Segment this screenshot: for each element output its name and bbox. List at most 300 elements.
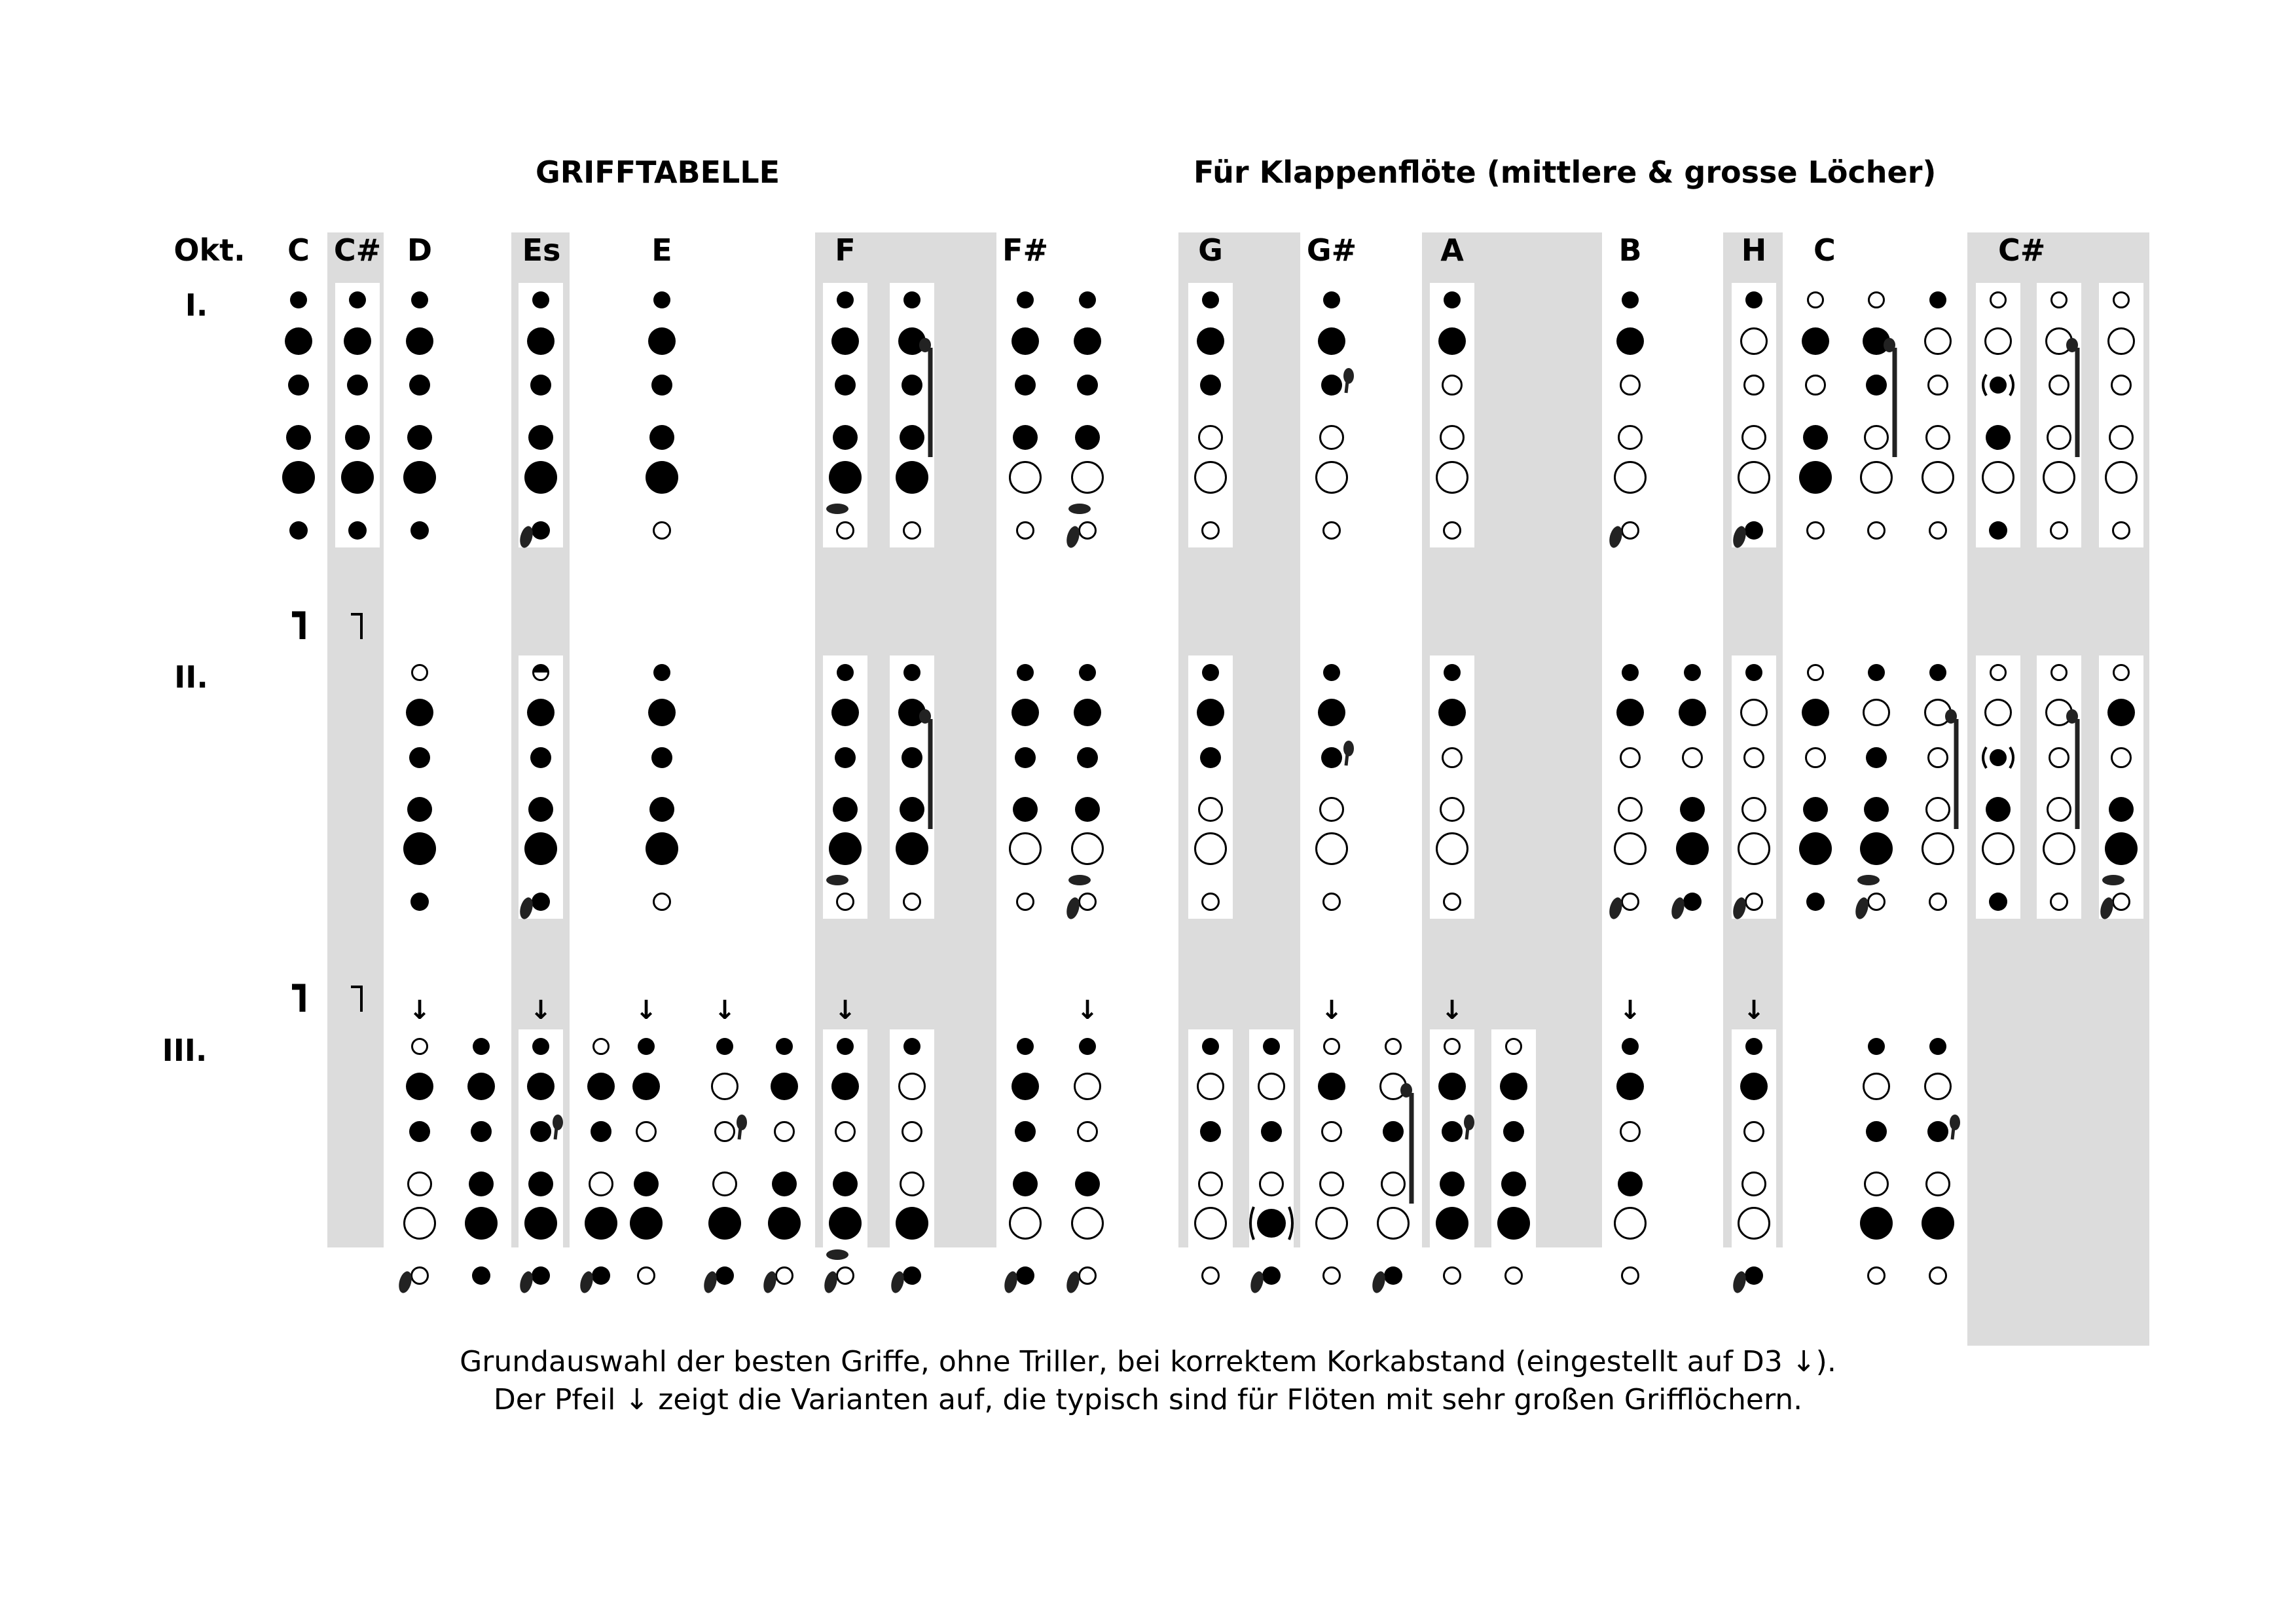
closed-hole-icon bbox=[1989, 893, 2007, 911]
open-hole-icon bbox=[405, 1208, 435, 1239]
closed-hole-icon bbox=[1680, 797, 1705, 822]
fingering-strip bbox=[1732, 655, 1776, 919]
bracket-key-icon bbox=[292, 614, 302, 639]
open-hole-icon bbox=[1927, 426, 1950, 449]
open-hole-icon bbox=[1808, 293, 1823, 308]
closed-hole-icon bbox=[532, 1266, 550, 1285]
note-label-7: G bbox=[1198, 232, 1223, 268]
open-hole-icon bbox=[1927, 1173, 1950, 1196]
note-label-9: A bbox=[1440, 232, 1464, 268]
lever-key-icon bbox=[1068, 875, 1091, 885]
closed-hole-icon bbox=[896, 1207, 928, 1240]
closed-hole-icon bbox=[835, 375, 856, 396]
closed-hole-icon bbox=[1017, 1038, 1034, 1055]
closed-hole-icon bbox=[649, 797, 674, 822]
open-hole-icon bbox=[2050, 376, 2069, 395]
closed-hole-icon bbox=[530, 747, 551, 768]
closed-hole-icon bbox=[1013, 425, 1038, 450]
closed-hole-icon bbox=[831, 327, 859, 355]
open-hole-icon bbox=[2114, 293, 2129, 308]
open-hole-icon bbox=[654, 523, 670, 539]
open-hole-icon bbox=[1923, 462, 1954, 493]
open-hole-icon bbox=[904, 894, 920, 910]
closed-hole-icon bbox=[285, 327, 312, 355]
closed-hole-icon bbox=[653, 664, 670, 681]
open-hole-icon bbox=[1324, 1039, 1339, 1054]
closed-hole-icon bbox=[528, 425, 553, 450]
closed-hole-icon bbox=[776, 1038, 793, 1055]
open-hole-icon bbox=[2112, 376, 2131, 395]
closed-hole-icon bbox=[833, 425, 858, 450]
note-label-13: C# bbox=[1998, 232, 2046, 268]
closed-hole-icon bbox=[1860, 832, 1893, 865]
fingering-strip bbox=[1430, 655, 1474, 919]
closed-hole-icon bbox=[651, 375, 672, 396]
variant-arrow-icon: ↓ bbox=[714, 995, 736, 1025]
closed-hole-icon bbox=[1077, 747, 1098, 768]
fingering-strip bbox=[519, 655, 563, 919]
closed-hole-icon bbox=[837, 664, 854, 681]
open-hole-icon bbox=[1619, 798, 1642, 821]
open-hole-icon bbox=[2051, 523, 2068, 539]
chart-title: GRIFFTABELLE bbox=[536, 155, 780, 190]
bracketed-hole-icon bbox=[1257, 1209, 1286, 1238]
open-hole-icon bbox=[1621, 748, 1640, 767]
closed-hole-icon bbox=[1444, 291, 1461, 308]
open-hole-icon bbox=[1622, 523, 1639, 539]
closed-hole-icon bbox=[648, 699, 676, 726]
closed-hole-icon bbox=[1436, 1207, 1468, 1240]
open-hole-icon bbox=[637, 1122, 656, 1141]
closed-hole-icon bbox=[465, 1207, 498, 1240]
closed-hole-icon bbox=[1806, 893, 1825, 911]
closed-hole-icon bbox=[1200, 747, 1221, 768]
closed-hole-icon bbox=[1074, 699, 1101, 726]
closed-hole-icon bbox=[1197, 699, 1224, 726]
closed-hole-icon bbox=[1079, 1038, 1096, 1055]
closed-hole-icon bbox=[290, 291, 307, 308]
open-hole-icon bbox=[2048, 798, 2071, 821]
open-hole-icon bbox=[1203, 1268, 1219, 1284]
closed-hole-icon bbox=[833, 1172, 858, 1196]
closed-hole-icon bbox=[829, 461, 862, 494]
fingering-strip bbox=[1430, 283, 1474, 547]
closed-hole-icon bbox=[1929, 1038, 1946, 1055]
open-hole-icon bbox=[1745, 1122, 1764, 1141]
open-hole-icon bbox=[1619, 426, 1642, 449]
open-hole-icon bbox=[1010, 834, 1041, 864]
closed-hole-icon bbox=[1442, 1121, 1463, 1142]
open-hole-icon bbox=[1203, 523, 1219, 539]
bracketed-hole-icon bbox=[1990, 749, 2007, 766]
closed-hole-icon bbox=[587, 1073, 615, 1100]
open-hole-icon bbox=[1741, 700, 1767, 726]
closed-hole-icon bbox=[2105, 832, 2138, 865]
closed-hole-icon bbox=[591, 1121, 611, 1142]
open-hole-icon bbox=[1930, 1268, 1946, 1284]
closed-hole-icon bbox=[1986, 797, 2011, 822]
note-label-1: C# bbox=[333, 232, 382, 268]
open-hole-icon bbox=[1444, 894, 1461, 910]
open-hole-icon bbox=[409, 1173, 431, 1196]
open-hole-icon bbox=[1080, 523, 1096, 539]
open-hole-icon bbox=[903, 1122, 922, 1141]
closed-hole-icon bbox=[1799, 832, 1832, 865]
open-hole-icon bbox=[1991, 293, 2006, 308]
closed-hole-icon bbox=[902, 375, 922, 396]
long-key-head bbox=[919, 338, 931, 352]
open-hole-icon bbox=[1506, 1268, 1522, 1284]
open-hole-icon bbox=[1622, 894, 1639, 910]
closed-hole-icon bbox=[1616, 699, 1644, 726]
open-hole-icon bbox=[1324, 523, 1340, 539]
open-hole-icon bbox=[2106, 462, 2137, 493]
open-hole-icon bbox=[2113, 894, 2130, 910]
open-hole-icon bbox=[594, 1039, 609, 1054]
fingering-strip bbox=[890, 1029, 934, 1293]
open-hole-icon bbox=[1072, 462, 1103, 493]
closed-hole-icon bbox=[1438, 1073, 1466, 1100]
closed-hole-icon bbox=[1802, 327, 1829, 355]
closed-hole-icon bbox=[1684, 664, 1701, 681]
closed-hole-icon bbox=[345, 425, 370, 450]
closed-hole-icon bbox=[829, 832, 862, 865]
closed-hole-icon bbox=[1318, 327, 1345, 355]
open-hole-icon bbox=[1865, 426, 1888, 449]
closed-hole-icon bbox=[1503, 1121, 1524, 1142]
open-hole-icon bbox=[1080, 894, 1096, 910]
note-label-11: H bbox=[1741, 232, 1767, 268]
closed-hole-icon bbox=[407, 797, 432, 822]
closed-hole-icon bbox=[648, 327, 676, 355]
closed-hole-icon bbox=[1013, 1172, 1038, 1196]
closed-hole-icon bbox=[410, 521, 429, 540]
open-hole-icon bbox=[1195, 834, 1226, 864]
closed-hole-icon bbox=[1868, 664, 1885, 681]
open-hole-icon bbox=[1078, 1122, 1097, 1141]
open-hole-icon bbox=[1444, 523, 1461, 539]
closed-hole-icon bbox=[837, 1038, 854, 1055]
closed-hole-icon bbox=[1745, 1038, 1762, 1055]
fingering-strip bbox=[1732, 283, 1776, 547]
caption-line-2: Der Pfeil ↓ zeigt die Varianten auf, die typisch sind für Flöten mit sehr großen Grifflöchern. bbox=[493, 1383, 1803, 1416]
closed-hole-icon bbox=[1200, 375, 1221, 396]
closed-hole-icon bbox=[1622, 664, 1639, 681]
closed-hole-icon bbox=[527, 1073, 555, 1100]
closed-hole-icon bbox=[630, 1207, 663, 1240]
closed-hole-icon bbox=[771, 1073, 798, 1100]
closed-hole-icon bbox=[1864, 797, 1889, 822]
variant-arrow-icon: ↓ bbox=[530, 995, 552, 1025]
closed-hole-icon bbox=[1803, 425, 1828, 450]
closed-hole-icon bbox=[524, 1207, 557, 1240]
closed-hole-icon bbox=[1262, 1266, 1281, 1285]
open-hole-icon bbox=[1199, 426, 1222, 449]
open-hole-icon bbox=[1864, 700, 1889, 726]
open-hole-icon bbox=[1746, 894, 1762, 910]
closed-hole-icon bbox=[831, 1073, 859, 1100]
open-hole-icon bbox=[412, 1039, 428, 1054]
open-hole-icon bbox=[1443, 748, 1462, 767]
fingering-strip bbox=[2037, 283, 2081, 547]
long-key-head bbox=[1884, 338, 1895, 352]
closed-hole-icon bbox=[1261, 1121, 1282, 1142]
open-hole-icon bbox=[1743, 798, 1766, 821]
open-hole-icon bbox=[2110, 426, 2133, 449]
open-hole-icon bbox=[1927, 798, 1950, 821]
open-hole-icon bbox=[1615, 462, 1646, 493]
open-hole-icon bbox=[2050, 748, 2069, 767]
octave-header: Okt. bbox=[173, 232, 246, 268]
closed-hole-icon bbox=[903, 291, 920, 308]
open-hole-icon bbox=[1986, 700, 2011, 726]
open-hole-icon bbox=[412, 1268, 428, 1284]
small-key-stem bbox=[1346, 381, 1347, 393]
open-hole-icon bbox=[1986, 329, 2011, 354]
variant-arrow-icon: ↓ bbox=[1619, 995, 1641, 1025]
closed-hole-icon bbox=[1986, 425, 2011, 450]
open-hole-icon bbox=[1445, 1039, 1460, 1054]
closed-hole-icon bbox=[1015, 747, 1036, 768]
closed-hole-icon bbox=[1383, 1121, 1404, 1142]
closed-hole-icon bbox=[349, 291, 366, 308]
closed-hole-icon bbox=[1622, 1038, 1639, 1055]
variant-arrow-icon: ↓ bbox=[1076, 995, 1099, 1025]
small-key-stem bbox=[1346, 754, 1347, 766]
open-hole-icon bbox=[1199, 1173, 1222, 1196]
open-hole-icon bbox=[1259, 1074, 1285, 1099]
closed-hole-icon bbox=[646, 461, 678, 494]
open-hole-icon bbox=[1324, 1268, 1340, 1284]
closed-hole-icon bbox=[1868, 1038, 1885, 1055]
open-hole-icon bbox=[904, 523, 920, 539]
fingering-strip bbox=[1491, 1029, 1536, 1293]
open-hole-icon bbox=[1203, 894, 1219, 910]
closed-hole-icon bbox=[472, 1266, 490, 1285]
closed-hole-icon bbox=[532, 893, 550, 911]
closed-hole-icon bbox=[1384, 1266, 1402, 1285]
open-hole-icon bbox=[2044, 834, 2075, 864]
open-hole-icon bbox=[1017, 523, 1034, 539]
closed-hole-icon bbox=[532, 291, 549, 308]
lever-key-icon bbox=[2102, 875, 2124, 885]
open-hole-icon bbox=[1443, 376, 1462, 395]
closed-hole-icon bbox=[1016, 1266, 1034, 1285]
open-hole-icon bbox=[1739, 834, 1770, 864]
open-hole-icon bbox=[900, 1074, 925, 1099]
closed-hole-icon bbox=[1676, 832, 1709, 865]
open-hole-icon bbox=[1317, 834, 1347, 864]
closed-hole-icon bbox=[1745, 1266, 1763, 1285]
closed-hole-icon bbox=[406, 327, 433, 355]
fingering-strip bbox=[890, 655, 934, 919]
closed-hole-icon bbox=[653, 291, 670, 308]
open-hole-icon bbox=[1929, 376, 1948, 395]
octave-label-0: I. bbox=[185, 287, 208, 323]
open-hole-icon bbox=[714, 1173, 737, 1196]
open-hole-icon bbox=[1386, 1039, 1401, 1054]
open-hole-icon bbox=[1743, 1173, 1766, 1196]
closed-hole-icon bbox=[282, 461, 315, 494]
closed-hole-icon bbox=[403, 461, 436, 494]
closed-hole-icon bbox=[1927, 1121, 1948, 1142]
fingering-strip bbox=[1249, 1029, 1294, 1293]
fingering-strip bbox=[335, 283, 380, 547]
fingering-strip bbox=[1430, 1029, 1474, 1293]
fingering-strip bbox=[1188, 655, 1233, 919]
closed-hole-icon bbox=[638, 1038, 655, 1055]
open-hole-icon bbox=[1195, 462, 1226, 493]
open-hole-icon bbox=[1072, 1208, 1103, 1239]
fingering-strip bbox=[762, 1029, 807, 1293]
closed-hole-icon bbox=[1017, 291, 1034, 308]
open-hole-icon bbox=[1199, 798, 1222, 821]
lever-key-icon bbox=[826, 1249, 848, 1260]
closed-hole-icon bbox=[708, 1207, 741, 1240]
closed-hole-icon bbox=[1866, 375, 1887, 396]
lever-key-icon bbox=[826, 875, 848, 885]
closed-hole-icon bbox=[1321, 375, 1342, 396]
closed-hole-icon bbox=[1989, 521, 2007, 540]
open-hole-icon bbox=[1861, 462, 1892, 493]
open-hole-icon bbox=[638, 1268, 655, 1284]
closed-hole-icon bbox=[903, 1038, 920, 1055]
closed-hole-icon bbox=[409, 747, 430, 768]
closed-hole-icon bbox=[347, 375, 368, 396]
closed-hole-icon bbox=[1616, 327, 1644, 355]
lever-key-icon bbox=[1857, 875, 1880, 885]
closed-hole-icon bbox=[903, 664, 920, 681]
open-hole-icon bbox=[1739, 1208, 1770, 1239]
small-key-stem bbox=[1952, 1128, 1954, 1139]
closed-hole-icon bbox=[1077, 375, 1098, 396]
closed-hole-icon bbox=[524, 461, 557, 494]
open-hole-icon bbox=[2112, 748, 2131, 767]
open-hole-icon bbox=[1621, 1122, 1640, 1141]
closed-hole-icon bbox=[1860, 1207, 1893, 1240]
closed-hole-icon bbox=[2107, 699, 2135, 726]
closed-hole-icon bbox=[1202, 291, 1219, 308]
open-hole-icon bbox=[1437, 834, 1468, 864]
closed-hole-icon bbox=[1740, 1073, 1768, 1100]
open-hole-icon bbox=[2114, 665, 2129, 680]
open-hole-icon bbox=[712, 1074, 738, 1099]
open-hole-icon bbox=[1437, 462, 1468, 493]
closed-hole-icon bbox=[632, 1073, 660, 1100]
closed-hole-icon bbox=[651, 747, 672, 768]
open-hole-icon bbox=[1322, 1122, 1341, 1141]
closed-hole-icon bbox=[1323, 664, 1340, 681]
open-hole-icon bbox=[1260, 1173, 1283, 1196]
small-key-stem bbox=[555, 1128, 556, 1139]
closed-hole-icon bbox=[1799, 461, 1832, 494]
closed-hole-icon bbox=[837, 291, 854, 308]
open-hole-icon bbox=[1923, 834, 1954, 864]
open-hole-icon bbox=[1010, 462, 1041, 493]
closed-hole-icon bbox=[896, 461, 928, 494]
fingering-marks-layer bbox=[162, 232, 2138, 1295]
open-hole-icon bbox=[837, 1268, 854, 1284]
closed-hole-icon bbox=[288, 375, 309, 396]
closed-hole-icon bbox=[1075, 797, 1100, 822]
fingering-strip bbox=[519, 283, 563, 547]
closed-hole-icon bbox=[1318, 1073, 1345, 1100]
small-key-stem bbox=[739, 1128, 740, 1139]
fingering-strip bbox=[1976, 655, 2020, 919]
open-hole-icon bbox=[1444, 1268, 1461, 1284]
closed-hole-icon bbox=[1079, 291, 1096, 308]
open-hole-icon bbox=[1869, 293, 1884, 308]
variant-arrow-icon: ↓ bbox=[1441, 995, 1463, 1025]
closed-hole-icon bbox=[1501, 1172, 1526, 1196]
open-hole-icon bbox=[1321, 1173, 1343, 1196]
closed-hole-icon bbox=[1200, 1121, 1221, 1142]
open-hole-icon bbox=[1072, 834, 1103, 864]
closed-hole-icon bbox=[410, 893, 429, 911]
open-hole-icon bbox=[590, 1173, 613, 1196]
closed-hole-icon bbox=[1440, 1172, 1465, 1196]
closed-hole-icon bbox=[1745, 521, 1763, 540]
note-label-10: B bbox=[1618, 232, 1642, 268]
closed-hole-icon bbox=[716, 1266, 734, 1285]
open-hole-icon bbox=[1683, 748, 1702, 767]
closed-hole-icon bbox=[532, 521, 550, 540]
open-hole-icon bbox=[2113, 523, 2130, 539]
open-hole-icon bbox=[1865, 1173, 1888, 1196]
fingering-strip bbox=[1188, 283, 1233, 547]
open-hole-icon bbox=[412, 665, 428, 680]
closed-hole-icon bbox=[1321, 747, 1342, 768]
closed-hole-icon bbox=[1202, 1038, 1219, 1055]
closed-hole-icon bbox=[1263, 1038, 1280, 1055]
open-hole-icon bbox=[1808, 523, 1824, 539]
open-hole-icon bbox=[1195, 1208, 1226, 1239]
closed-hole-icon bbox=[471, 1121, 492, 1142]
open-hole-icon bbox=[1864, 1074, 1889, 1099]
open-hole-icon bbox=[837, 523, 854, 539]
closed-hole-icon bbox=[829, 1207, 862, 1240]
octave-label-2: III. bbox=[162, 1033, 208, 1068]
open-hole-icon bbox=[2052, 293, 2067, 308]
lever-key-icon bbox=[1068, 504, 1091, 514]
closed-hole-icon bbox=[833, 797, 858, 822]
fingering-strip bbox=[1188, 1029, 1233, 1293]
closed-hole-icon bbox=[467, 1073, 495, 1100]
closed-hole-icon bbox=[289, 521, 308, 540]
open-hole-icon bbox=[1010, 1208, 1041, 1239]
bracketed-hole-icon bbox=[1990, 377, 2007, 394]
closed-hole-icon bbox=[1802, 699, 1829, 726]
closed-hole-icon bbox=[473, 1038, 490, 1055]
open-hole-icon bbox=[1930, 523, 1946, 539]
long-key-head bbox=[2066, 338, 2078, 352]
open-hole-icon bbox=[1743, 426, 1766, 449]
note-label-2: D bbox=[407, 232, 433, 268]
note-label-12: C bbox=[1813, 232, 1836, 268]
long-key-head bbox=[1400, 1083, 1412, 1098]
closed-hole-icon bbox=[1922, 1207, 1954, 1240]
open-hole-icon bbox=[1615, 834, 1646, 864]
variant-arrow-icon: ↓ bbox=[635, 995, 657, 1025]
closed-hole-icon bbox=[528, 1172, 553, 1196]
closed-hole-icon bbox=[527, 327, 555, 355]
closed-hole-icon bbox=[835, 747, 856, 768]
closed-hole-icon bbox=[1075, 1172, 1100, 1196]
closed-hole-icon bbox=[406, 1073, 433, 1100]
open-hole-icon bbox=[1806, 748, 1825, 767]
fingering-strip bbox=[1976, 283, 2020, 547]
closed-hole-icon bbox=[716, 1038, 733, 1055]
